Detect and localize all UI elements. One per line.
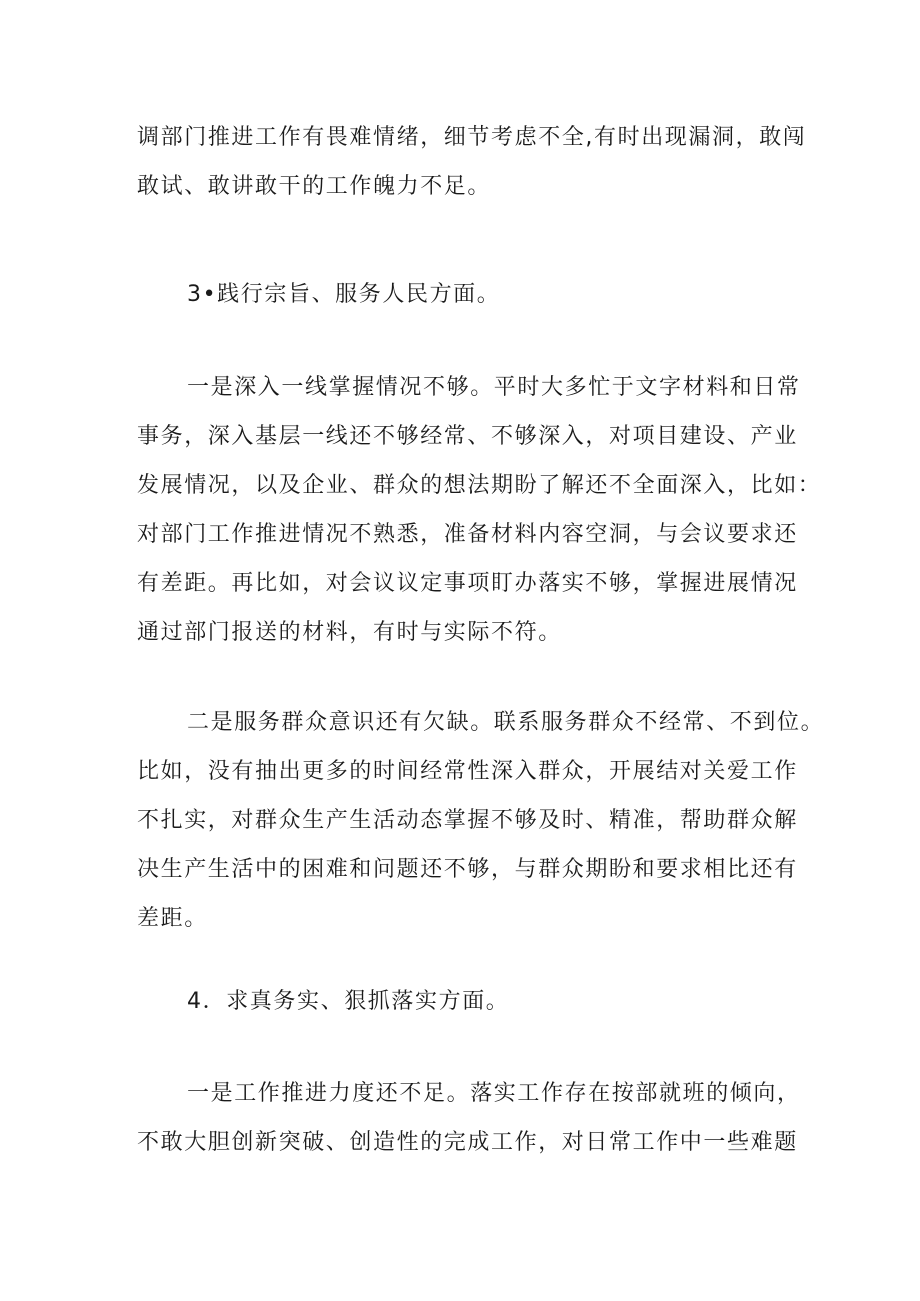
- text-line: 调部门推进工作有畏难情绪，细节考虑不全,有时出现漏洞，敢闯: [137, 125, 807, 150]
- text-line: 对部门工作推进情况不熟悉，准备材料内容空洞，与会议要求还: [137, 522, 798, 547]
- text-line: 决生产生活中的困难和问题还不够，与群众期盼和要求相比还有: [137, 857, 798, 882]
- section-heading-3: 3•践行宗旨、服务人民方面。: [187, 282, 501, 307]
- section-heading-4: 4．求真务实、狠抓落实方面。: [187, 989, 510, 1014]
- text-line: 不扎实，对群众生产生活动态掌握不够及时、精准，帮助群众解: [137, 808, 798, 833]
- text-line: 不敢大胆创新突破、创造性的完成工作，对日常工作中一些难题: [137, 1130, 798, 1155]
- text-line: 比如，没有抽出更多的时间经常性深入群众，开展结对关爱工作: [137, 759, 798, 784]
- text-line: 发展情况，以及企业、群众的想法期盼了解还不全面深入，比如：: [137, 473, 822, 498]
- text-line: 通过部门报送的材料，有时与实际不符。: [137, 620, 562, 645]
- text-line: 二是服务群众意识还有欠缺。联系服务群众不经常、不到位。: [187, 710, 825, 735]
- text-line: 敢试、敢讲敢干的工作魄力不足。: [137, 174, 492, 199]
- text-line: 事务，深入基层一线还不够经常、不够深入，对项目建设、产业: [137, 424, 798, 449]
- text-line: 有差距。再比如，对会议议定事项盯办落实不够，掌握进展情况: [137, 571, 798, 596]
- text-line: 一是工作推进力度还不足。落实工作存在按部就班的倾向，: [187, 1081, 801, 1106]
- text-line: 一是深入一线掌握情况不够。平时大多忙于文字材料和日常: [187, 375, 801, 400]
- text-line: 差距。: [137, 906, 208, 931]
